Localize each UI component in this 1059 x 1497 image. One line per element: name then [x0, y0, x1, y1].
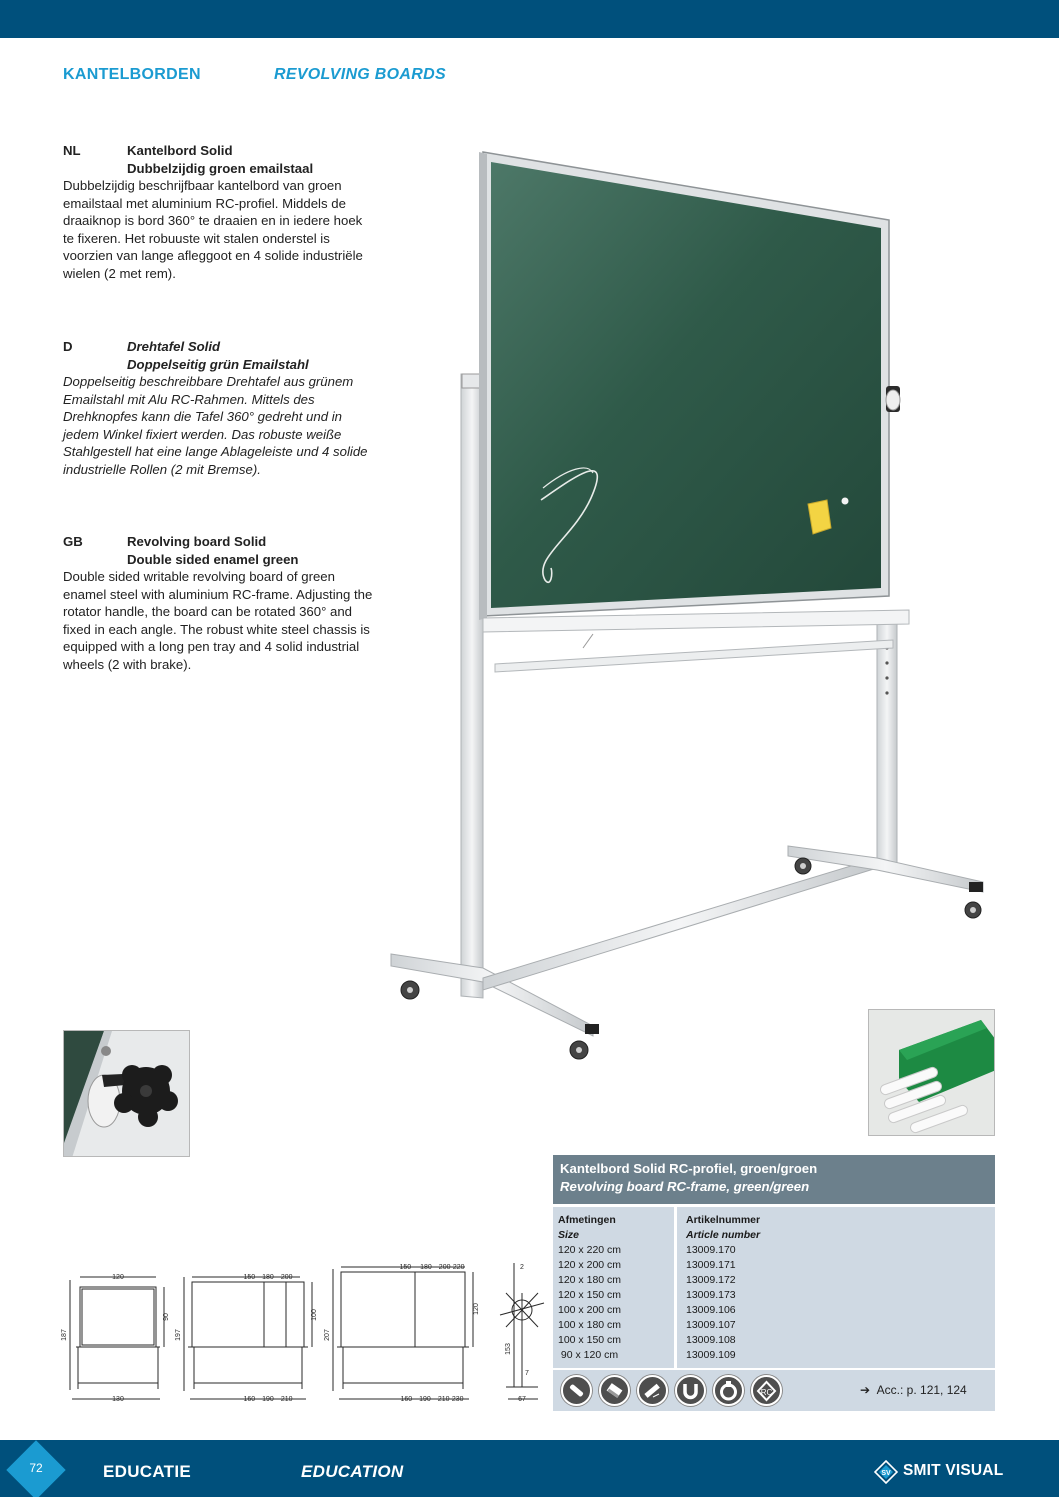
dim-d1-bottom: 130 — [112, 1396, 124, 1403]
dim-d1-top: 120 — [112, 1274, 124, 1281]
top-bar — [0, 0, 1059, 38]
marker-icon — [637, 1375, 668, 1406]
dim-d2-right: 100 — [311, 1309, 318, 1321]
magnet-icon — [675, 1375, 706, 1406]
dim-d3-left: 207 — [324, 1329, 331, 1341]
chalk-box-photo — [868, 1009, 995, 1136]
language-code: GB — [63, 534, 83, 549]
dim-d4-top: 2 — [520, 1264, 524, 1271]
product-title: Revolving board Solid — [127, 534, 267, 549]
rc-profile-icon — [751, 1375, 782, 1406]
dim-d2-left: 197 — [175, 1329, 182, 1341]
article-cell: 13009.106 — [686, 1304, 736, 1316]
dim-d3-right: 120 — [473, 1303, 480, 1315]
size-cell: 120 x 150 cm — [558, 1289, 622, 1301]
size-cell: 100 x 200 cm — [558, 1304, 622, 1316]
article-cell: 13009.109 — [686, 1349, 736, 1361]
article-cell: 13009.108 — [686, 1334, 736, 1346]
product-subtitle: Dubbelzijdig groen emailstaal — [127, 160, 314, 176]
spec-table — [553, 1207, 995, 1368]
size-cell: 100 x 150 cm — [558, 1334, 622, 1346]
article-header-nl: Artikelnummer — [686, 1214, 761, 1226]
product-description: Double sided writable revolving board of green enamel steel with aluminium RC-frame. Adjusting the rotator handle, the board can be rotated 360° and fixed in each angle. The robust white steel chassis is equipped with a long pen tray and 4 solid industrial wheels (2 with brake). — [63, 569, 373, 672]
dim-d3-bottom: 160—190—210·230 — [400, 1396, 464, 1403]
size-header-en: Size — [558, 1229, 580, 1241]
product-title: Drehtafel Solid — [127, 339, 221, 354]
product-subtitle: Doppelseitig grün Emailstahl — [127, 356, 309, 372]
dim-d1-left: 187 — [61, 1329, 68, 1341]
article-cell: 13009.170 — [686, 1244, 736, 1256]
revolving-board-photo — [383, 148, 995, 1066]
dim-d4-side: 153 — [505, 1343, 512, 1355]
description-nl — [63, 142, 373, 283]
dimension-drawings — [60, 1255, 548, 1410]
description-gb — [63, 533, 373, 674]
dim-d1-right: 90 — [163, 1313, 170, 1321]
spec-title-nl: Kantelbord Solid RC-profiel, groen/groen — [560, 1161, 818, 1176]
arrow-right-icon: ➔ — [860, 1383, 871, 1397]
chalk-icon — [561, 1375, 592, 1406]
spec-table-title — [553, 1155, 995, 1204]
article-column — [677, 1207, 995, 1368]
article-cell: 13009.107 — [686, 1319, 736, 1331]
spec-title-en: Revolving board RC-frame, green/green — [560, 1179, 810, 1194]
product-description: Dubbelzijdig beschrijfbaar kantelbord van groen emailstaal met aluminium RC-profiel. Middels de draaiknop is bord 360° te draaien en in iedere hoek te fixeren. Het robuuste wit stalen onderstel is voorzien van lange afleggoot en 4 solide industriële wielen (2 met rem). — [63, 178, 363, 281]
article-header-en: Article number — [686, 1229, 761, 1241]
brand-name: SMIT VISUAL — [903, 1462, 1004, 1479]
accessories-text: Acc.: p. 121, 124 — [876, 1383, 967, 1397]
rc-label: RC — [760, 1388, 773, 1397]
footer-section-nl: EDUCATIE — [103, 1462, 192, 1481]
section-title-nl: KANTELBORDEN — [63, 66, 201, 83]
size-header-nl: Afmetingen — [558, 1214, 616, 1226]
page-number: 72 — [29, 1461, 43, 1475]
article-cell: 13009.172 — [686, 1274, 736, 1286]
dim-d4-bottom: 67 — [518, 1396, 526, 1403]
dim-d2-bottom: 160—190—210 — [243, 1396, 293, 1403]
eraser-icon — [599, 1375, 630, 1406]
brand-letters: SV — [881, 1470, 891, 1477]
size-cell: 120 x 200 cm — [558, 1259, 622, 1271]
product-subtitle: Double sided enamel green — [127, 551, 299, 567]
size-cell: 120 x 220 cm — [558, 1244, 622, 1256]
product-title: Kantelbord Solid — [127, 143, 233, 158]
description-de — [63, 338, 373, 479]
dim-d4-mid: 7 — [525, 1370, 529, 1377]
product-description: Doppelseitig beschreibbare Drehtafel aus grünem Emailstahl mit Alu RC-Rahmen. Mittels des Drehknopfes kann die Tafel 360° gedreht und in jedem Winkel fixiert werden. Das robuste weiße Stahlgestell hat eine lange Ablageleiste und 4 solide industrielle Rollen (2 mit Bremse). — [63, 374, 368, 477]
language-code: D — [63, 339, 73, 354]
footer-section-en: EDUCATION — [301, 1462, 404, 1481]
language-code: NL — [63, 143, 81, 158]
dim-d3-top: 150— 180—200·220 — [399, 1264, 465, 1271]
knob-detail-photo — [63, 1030, 190, 1157]
feature-icon-bar — [553, 1370, 995, 1411]
section-title-en: REVOLVING BOARDS — [274, 66, 446, 83]
dim-d2-top: 150—180—200 — [243, 1274, 293, 1281]
article-cell: 13009.173 — [686, 1289, 736, 1301]
wheel-icon — [713, 1375, 744, 1406]
size-cell: 100 x 180 cm — [558, 1319, 622, 1331]
size-cell: 120 x 180 cm — [558, 1274, 622, 1286]
article-cell: 13009.171 — [686, 1259, 736, 1271]
size-cell: 90 x 120 cm — [558, 1349, 619, 1361]
size-column — [553, 1207, 674, 1368]
brand-diamond-icon — [874, 1460, 898, 1484]
accessories-reference — [860, 1383, 967, 1397]
